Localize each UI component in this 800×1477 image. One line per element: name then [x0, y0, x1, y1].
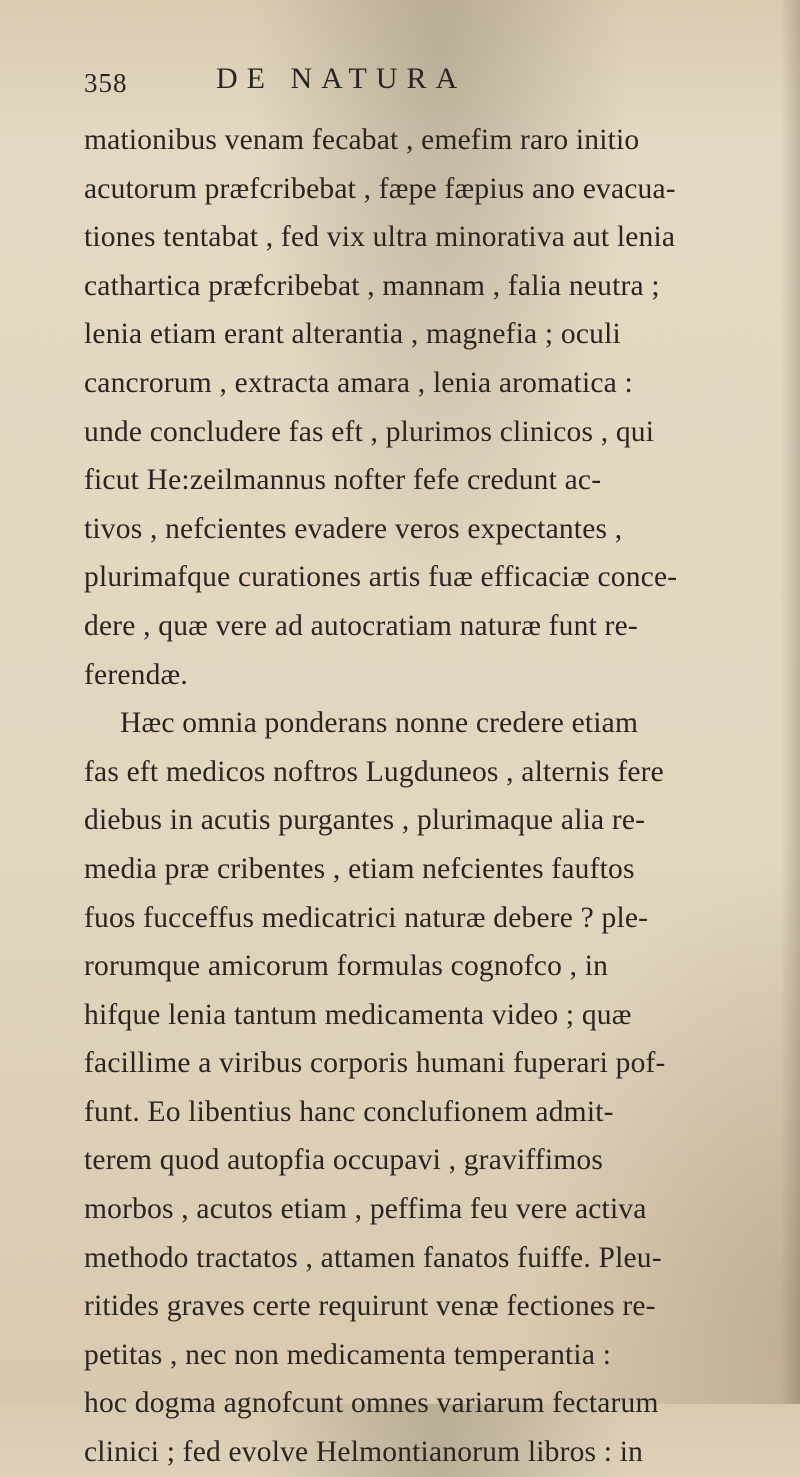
text-line: terem quod autopfia occupavi , graviffimos [84, 1144, 604, 1177]
page-edge-shadow [780, 0, 800, 1404]
paragraph-start-line: Hæc omnia ponderans nonne credere etiam [120, 707, 639, 740]
text-line: fas eft medicos noftros Lugduneos , alternis fere [84, 755, 664, 788]
text-line: tiones tentabat , fed vix ultra minorativa aut lenia [84, 221, 676, 254]
text-line: tivos , nefcientes evadere veros expectantes , [84, 512, 623, 545]
text-line: cancrorum , extracta amara , lenia aromatica : [84, 366, 633, 399]
text-line: methodo tractatos , attamen fanatos fuiffe. Pleu- [84, 1241, 662, 1274]
text-line: lenia etiam erant alterantia , magnefia ; oculi [84, 318, 621, 351]
text-line: unde concludere fas eft , plurimos clinicos , qui [84, 415, 655, 448]
text-line: diebus in acutis purgantes , plurimaque alia re- [84, 804, 646, 837]
text-line: clinici ; fed evolve Helmontianorum libros : in [84, 1436, 644, 1469]
text-line: cathartica præfcribebat , mannam , falia neutra ; [84, 269, 660, 302]
page-number: 358 [84, 68, 128, 98]
text-line: rorumque amicorum formulas cognofco , in [84, 950, 609, 983]
text-line: plurimafque curationes artis fuæ efficaciæ conce- [84, 561, 678, 594]
text-line: mationibus venam fecabat , emefim raro initio [84, 124, 640, 156]
text-line: fuos fucceffus medicatrici naturæ debere ? ple- [84, 901, 649, 934]
text-line: facillime a viribus corporis humani fuperari pof- [84, 1047, 666, 1080]
text-line: ritides graves certe requirunt venæ fectiones re- [84, 1290, 656, 1323]
text-line: dere , quæ vere ad autocratiam naturæ funt re- [84, 609, 638, 642]
running-title: DE NATURA [216, 62, 467, 95]
text-line: hoc dogma agnofcunt omnes variarum fectarum [84, 1387, 659, 1420]
text-line: media præ cribentes , etiam nefcientes fauftos [84, 852, 635, 885]
text-line: ficut He:zeilmannus nofter fefe credunt ac- [84, 464, 602, 497]
text-line: ferendæ. [84, 658, 188, 691]
body-text [84, 116, 764, 1477]
text-line: funt. Eo libentius hanc conclufionem admit- [84, 1095, 614, 1128]
page-header [84, 62, 644, 112]
text-line: petitas , nec non medicamenta temperantia : [84, 1338, 612, 1371]
text-line: acutorum præfcribebat , fæpe fæpius ano evacua- [84, 172, 676, 205]
text-line: morbos , acutos etiam , peffima feu vere activa [84, 1193, 647, 1226]
text-line: hifque lenia tantum medicamenta video ; quæ [84, 998, 632, 1031]
